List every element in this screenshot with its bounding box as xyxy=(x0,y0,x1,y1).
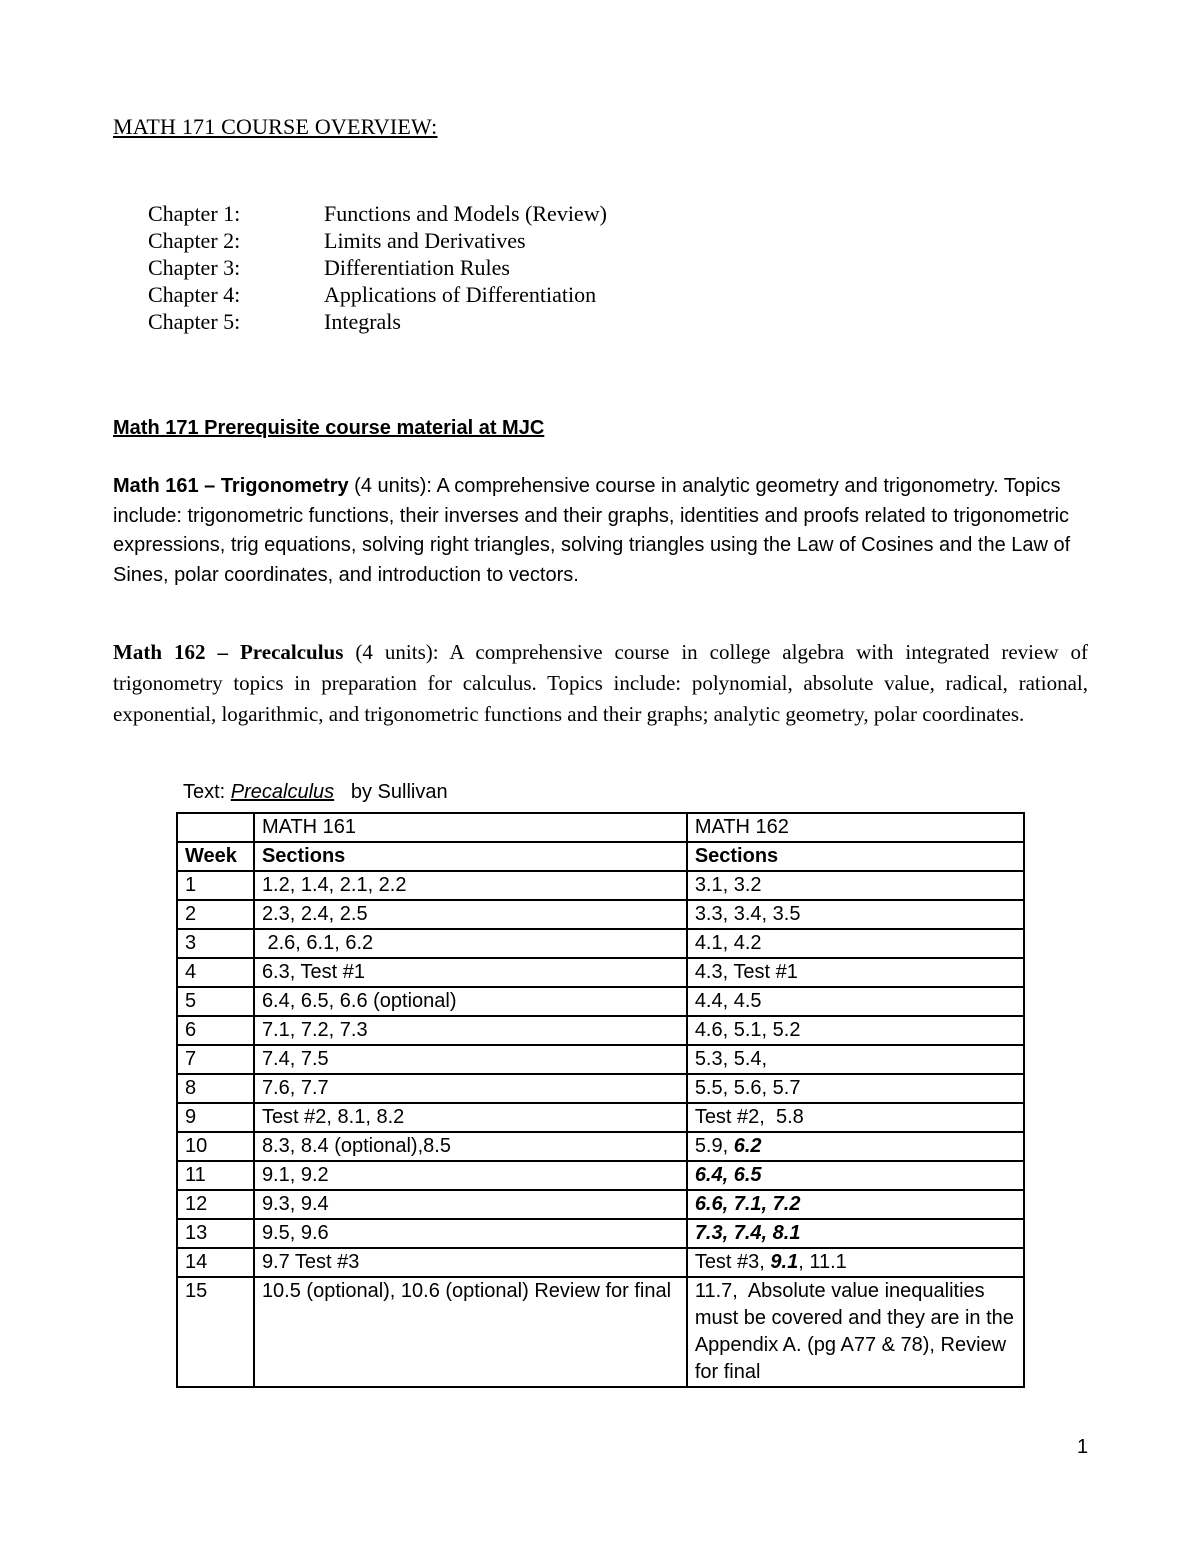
header-cell: Sections xyxy=(687,842,1024,871)
sections-text: , 11.1 xyxy=(798,1251,847,1273)
sections-text: 4.1, 4.2 xyxy=(694,932,762,954)
chapter-row xyxy=(148,254,607,281)
table-row xyxy=(177,1277,1024,1387)
sections-text: 3.1, 3.2 xyxy=(694,874,762,896)
overview-title: MATH 171 COURSE OVERVIEW: xyxy=(113,114,438,139)
emphasized-sections: 6.2 xyxy=(733,1135,762,1157)
week-cell: 7 xyxy=(177,1045,254,1074)
prereq-title: Math 171 Prerequisite course material at MJC xyxy=(113,417,545,439)
sections-text: 5.9, xyxy=(694,1135,734,1157)
week-cell: 3 xyxy=(177,929,254,958)
header-cell: Sections xyxy=(254,842,687,871)
header-cell: Week xyxy=(177,842,254,871)
chapter-label: Chapter 5: xyxy=(148,309,241,334)
week-cell: 8 xyxy=(177,1074,254,1103)
math161-body: A comprehensive course in analytic geometry and trigonometry. Topics include: trigonometric functions, their inverses and their graphs, identities and proofs related to trigonometric expressions, trig equations, solving right triangles, solving triangles using the Law of Cosines and the Law of Sines, polar coordinates, and introduction to vectors. xyxy=(113,475,1071,586)
sections-text: 4.4, 4.5 xyxy=(694,990,762,1012)
table-row xyxy=(177,958,1024,987)
math161-sections-cell: 7.1, 7.2, 7.3 xyxy=(254,1016,687,1045)
table-row xyxy=(177,929,1024,958)
math161-units: (4 units): xyxy=(348,475,432,497)
chapter-row xyxy=(148,308,607,335)
table-row xyxy=(177,1045,1024,1074)
math162-sections-cell xyxy=(687,1074,1024,1103)
table-row xyxy=(177,900,1024,929)
chapter-list xyxy=(148,200,607,335)
textbook-author: by Sullivan xyxy=(334,781,448,803)
chapter-topic: Differentiation Rules xyxy=(324,255,510,280)
math161-sections-cell: Test #2, 8.1, 8.2 xyxy=(254,1103,687,1132)
math161-sections-cell: 2.6, 6.1, 6.2 xyxy=(254,929,687,958)
table-row xyxy=(177,987,1024,1016)
week-cell: 10 xyxy=(177,1132,254,1161)
sections-text: Test #2, 5.8 xyxy=(694,1106,804,1128)
sections-text: 5.5, 5.6, 5.7 xyxy=(694,1077,801,1099)
page-number: 1 xyxy=(1077,1436,1089,1458)
header-cell: MATH 162 xyxy=(687,813,1024,842)
schedule-table xyxy=(176,812,1025,1388)
table-row xyxy=(177,1190,1024,1219)
math162-sections-cell xyxy=(687,1190,1024,1219)
math161-sections-cell: 7.4, 7.5 xyxy=(254,1045,687,1074)
math162-sections-cell xyxy=(687,929,1024,958)
sections-text: 3.3, 3.4, 3.5 xyxy=(694,903,801,925)
week-cell: 13 xyxy=(177,1219,254,1248)
chapter-topic: Limits and Derivatives xyxy=(324,228,526,253)
math162-body: (4 units): A comprehensive course in college algebra with integrated review of trigonometry topics in preparation for calculus. Topics include: polynomial, absolute value, radical, rational, exponential, logarithmic, and trigonometric functions and their graphs; analytic geometry, polar coordinates. xyxy=(113,640,1088,726)
chapter-label: Chapter 4: xyxy=(148,282,241,307)
table-row xyxy=(177,1016,1024,1045)
chapter-topic: Integrals xyxy=(324,309,401,334)
table-row xyxy=(177,1161,1024,1190)
table-row xyxy=(177,1103,1024,1132)
sections-text: 11.7, Absolute value inequalities must be covered and they are in the Appendix A. (pg A77 & 78), Review for final xyxy=(694,1280,1019,1383)
math162-sections-cell xyxy=(687,987,1024,1016)
chapter-label: Chapter 1: xyxy=(148,201,241,226)
week-cell: 11 xyxy=(177,1161,254,1190)
week-cell: 9 xyxy=(177,1103,254,1132)
chapter-label: Chapter 3: xyxy=(148,255,241,280)
math161-sections-cell: 9.7 Test #3 xyxy=(254,1248,687,1277)
chapter-row xyxy=(148,281,607,308)
math162-sections-cell xyxy=(687,1219,1024,1248)
week-cell: 15 xyxy=(177,1277,254,1387)
math162-sections-cell xyxy=(687,871,1024,900)
math161-sections-cell: 6.4, 6.5, 6.6 (optional) xyxy=(254,987,687,1016)
week-cell: 12 xyxy=(177,1190,254,1219)
table-row xyxy=(177,1248,1024,1277)
math161-sections-cell: 6.3, Test #1 xyxy=(254,958,687,987)
math162-sections-cell xyxy=(687,1277,1024,1387)
math162-sections-cell xyxy=(687,1016,1024,1045)
week-cell: 5 xyxy=(177,987,254,1016)
table-row xyxy=(177,1132,1024,1161)
math162-sections-cell xyxy=(687,1103,1024,1132)
math161-sections-cell: 2.3, 2.4, 2.5 xyxy=(254,900,687,929)
math162-sections-cell xyxy=(687,1161,1024,1190)
math162-name: Math 162 – Precalculus xyxy=(113,640,344,664)
math161-sections-cell: 9.3, 9.4 xyxy=(254,1190,687,1219)
table-row xyxy=(177,1074,1024,1103)
table-header-row xyxy=(177,842,1024,871)
math161-sections-cell: 10.5 (optional), 10.6 (optional) Review for final xyxy=(254,1277,687,1387)
emphasized-sections: 6.6, 7.1, 7.2 xyxy=(694,1193,801,1215)
table-row xyxy=(177,871,1024,900)
week-cell: 4 xyxy=(177,958,254,987)
chapter-topic: Functions and Models (Review) xyxy=(324,201,607,226)
week-cell: 2 xyxy=(177,900,254,929)
math161-sections-cell: 7.6, 7.7 xyxy=(254,1074,687,1103)
chapter-topic: Applications of Differentiation xyxy=(324,282,597,307)
emphasized-sections: 7.3, 7.4, 8.1 xyxy=(694,1222,801,1244)
textbook-prefix: Text: xyxy=(183,781,231,803)
header-cell: MATH 161 xyxy=(254,813,687,842)
table-row xyxy=(177,1219,1024,1248)
emphasized-sections: 6.4, 6.5 xyxy=(694,1164,762,1186)
math162-sections-cell xyxy=(687,1132,1024,1161)
chapter-row xyxy=(148,200,607,227)
math161-sections-cell: 9.1, 9.2 xyxy=(254,1161,687,1190)
math162-sections-cell xyxy=(687,958,1024,987)
sections-text: 4.6, 5.1, 5.2 xyxy=(694,1019,801,1041)
header-cell xyxy=(177,813,254,842)
week-cell: 1 xyxy=(177,871,254,900)
math161-sections-cell: 9.5, 9.6 xyxy=(254,1219,687,1248)
textbook-line xyxy=(183,781,448,804)
math162-sections-cell xyxy=(687,900,1024,929)
table-header-row xyxy=(177,813,1024,842)
sections-text: 5.3, 5.4, xyxy=(694,1048,768,1070)
math161-description xyxy=(113,472,1088,590)
chapter-label: Chapter 2: xyxy=(148,228,241,253)
math161-name: Math 161 – Trigonometry xyxy=(113,475,349,497)
math161-sections-cell: 1.2, 1.4, 2.1, 2.2 xyxy=(254,871,687,900)
math162-sections-cell xyxy=(687,1248,1024,1277)
math161-sections-cell: 8.3, 8.4 (optional),8.5 xyxy=(254,1132,687,1161)
math162-description xyxy=(113,637,1088,730)
sections-text: 4.3, Test #1 xyxy=(694,961,798,983)
sections-text: Test #3, xyxy=(694,1251,771,1273)
textbook-title: Precalculus xyxy=(230,781,335,803)
math162-sections-cell xyxy=(687,1045,1024,1074)
week-cell: 14 xyxy=(177,1248,254,1277)
week-cell: 6 xyxy=(177,1016,254,1045)
emphasized-sections: 9.1 xyxy=(770,1251,799,1273)
chapter-row xyxy=(148,227,607,254)
